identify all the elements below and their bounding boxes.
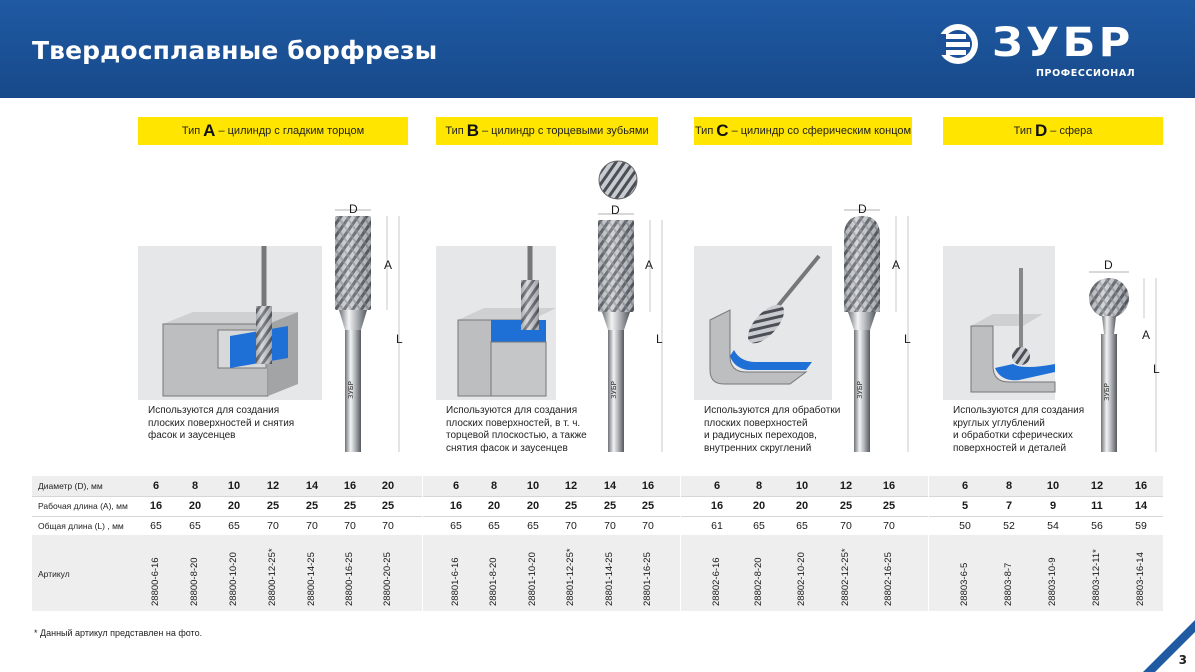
dimension-d-label: D (349, 202, 358, 216)
table-cell-diameter: 6 (152, 480, 160, 492)
type-d-description (953, 405, 1084, 455)
dimension-a-label: A (1142, 328, 1151, 342)
table-cell-total-length: 70 (344, 520, 356, 532)
table-cell-work-length: 25 (381, 500, 395, 512)
table-cell-work-length: 25 (839, 500, 853, 512)
table-cell-diameter: 14 (603, 480, 617, 492)
table-cell-total-length: 54 (1047, 520, 1059, 532)
description-line: Используются для создания (446, 405, 578, 416)
table-cell-work-length: 14 (1134, 500, 1148, 512)
dimension-l-label: L (656, 332, 663, 346)
table-cell-work-length: 20 (795, 500, 809, 512)
description-line: плоских поверхностей, в т. ч. (446, 417, 581, 429)
row-label-total-length: Общая длина (L) , мм (38, 521, 124, 531)
type-suffix: – сфера (1050, 125, 1093, 137)
table-cell-diameter: 8 (191, 480, 199, 492)
table-cell-work-length: 16 (149, 500, 163, 512)
table-cell-article: 28803-16-14 (1135, 552, 1146, 606)
page-number: 3 (1178, 653, 1187, 667)
table-cell-total-length: 65 (150, 520, 162, 532)
table-cell-article: 28800-6-16 (150, 557, 161, 606)
description-line: Используются для создания (953, 405, 1085, 416)
table-cell-work-length: 20 (487, 500, 501, 512)
table-cell-article: 28802-10-20 (796, 552, 807, 606)
dimension-l-label: L (396, 332, 403, 346)
table-cell-work-length: 11 (1091, 500, 1103, 512)
type-prefix: Тип (445, 125, 464, 137)
table-cell-work-length: 16 (710, 500, 724, 512)
type-b-workpiece-illustration (436, 246, 556, 400)
row-label-diameter: Диаметр (D), мм (38, 481, 103, 491)
table-cell-diameter: 6 (713, 480, 721, 492)
dimension-l-label: L (904, 332, 911, 346)
table-cell-total-length: 70 (267, 520, 279, 532)
type-suffix: – цилиндр со сферическим концом (731, 125, 912, 137)
table-cell-total-length: 70 (306, 520, 318, 532)
table-cell-diameter: 6 (961, 480, 969, 492)
table-cell-diameter: 16 (343, 480, 357, 492)
brand-name: ЗУБР (992, 20, 1134, 66)
type-b-bur-image (590, 160, 680, 462)
table-cell-article: 28800-12-25* (267, 548, 278, 606)
table-cell-diameter: 16 (882, 480, 896, 492)
table-cell-diameter: 16 (1134, 480, 1148, 492)
table-cell-article: 28802-12-25* (840, 548, 851, 606)
description-line: торцевой плоскостью, а также (446, 430, 587, 441)
table-cell-total-length: 61 (711, 520, 723, 532)
table-cell-work-length: 16 (449, 500, 463, 512)
table-cell-article: 28800-20-25 (382, 552, 393, 606)
type-c-bur-image (838, 200, 928, 462)
table-cell-diameter: 20 (381, 480, 395, 492)
description-line: и обработки сферических (953, 430, 1073, 441)
page-title: Твердосплавные борфрезы (32, 36, 438, 65)
description-line: круглых углублений (953, 417, 1045, 429)
table-cell-total-length: 70 (642, 520, 654, 532)
type-letter: B (466, 121, 479, 140)
description-line: плоских поверхностей (704, 417, 808, 429)
table-cell-total-length: 65 (527, 520, 539, 532)
table-cell-total-length: 65 (753, 520, 765, 532)
description-line: Используются для создания (148, 405, 280, 416)
table-cell-work-length: 25 (641, 500, 655, 512)
type-a-banner (138, 117, 408, 145)
table-cell-total-length: 50 (959, 520, 971, 532)
type-suffix: – цилиндр с торцевыми зубьями (482, 125, 649, 137)
dimension-a-label: A (645, 258, 654, 272)
description-line: поверхностей и деталей (953, 442, 1067, 454)
table-cell-diameter: 12 (564, 480, 578, 492)
type-d-banner (943, 117, 1163, 145)
type-d-workpiece-illustration (943, 246, 1055, 400)
description-line: внутренних скруглений (704, 442, 812, 454)
page-header (0, 0, 1195, 98)
table-cell-diameter: 10 (526, 480, 540, 492)
table-cell-article: 28803-6-5 (959, 562, 970, 606)
table-cell-total-length: 70 (883, 520, 895, 532)
table-cell-diameter: 12 (839, 480, 853, 492)
table-cell-diameter: 10 (795, 480, 809, 492)
description-line: фасок и заусенцев (148, 430, 236, 441)
table-cell-article: 28803-10-9 (1047, 557, 1058, 606)
type-d-bur-image (1080, 256, 1170, 462)
type-b-description (446, 405, 587, 455)
dimension-d-label: D (858, 202, 867, 216)
table-cell-diameter: 10 (227, 480, 241, 492)
table-cell-article: 28800-16-25 (344, 552, 355, 606)
description-line: снятия фасок и заусенцев (446, 442, 568, 454)
table-cell-article: 28802-8-20 (753, 557, 764, 606)
type-c-workpiece-illustration (694, 246, 832, 400)
type-prefix: Тип (1013, 125, 1032, 137)
svg-text:ЗУБР: ЗУБР (610, 381, 618, 399)
table-cell-article: 28801-10-20 (527, 552, 538, 606)
table-cell-total-length: 65 (796, 520, 808, 532)
type-prefix: Тип (694, 125, 714, 137)
row-label-article: Артикул (38, 569, 70, 579)
table-cell-work-length: 20 (188, 500, 202, 512)
type-b-banner (436, 117, 658, 145)
table-cell-article: 28803-8-7 (1003, 562, 1014, 606)
table-cell-article: 28801-16-25 (642, 552, 653, 606)
type-a-description (148, 405, 294, 443)
footnote: * Данный артикул представлен на фото. (34, 628, 203, 638)
svg-text:ЗУБР: ЗУБР (347, 381, 355, 399)
table-cell-work-length: 5 (961, 500, 969, 512)
table-cell-diameter: 10 (1046, 480, 1060, 492)
table-cell-article: 28801-14-25 (604, 552, 615, 606)
table-cell-total-length: 70 (604, 520, 616, 532)
table-cell-diameter: 12 (1090, 480, 1104, 492)
table-cell-total-length: 59 (1135, 520, 1147, 532)
dimension-d-label: D (1104, 258, 1113, 272)
table-cell-diameter: 16 (641, 480, 655, 492)
table-cell-work-length: 25 (266, 500, 280, 512)
table-row-article (32, 535, 1163, 611)
dimension-d-label: D (611, 203, 620, 217)
table-cell-article: 28801-8-20 (488, 557, 499, 606)
description-line: плоских поверхностей и снятия (148, 417, 295, 429)
table-cell-diameter: 6 (452, 480, 460, 492)
table-cell-total-length: 65 (189, 520, 201, 532)
type-suffix: – цилиндр с гладким торцом (218, 125, 365, 137)
svg-text:ЗУБР: ЗУБР (856, 381, 864, 399)
table-cell-article: 28802-6-16 (711, 557, 722, 606)
type-c-description (704, 405, 840, 455)
table-cell-diameter: 8 (1005, 480, 1013, 492)
table-cell-article: 28801-12-25* (565, 548, 576, 606)
table-cell-article: 28800-14-25 (306, 552, 317, 606)
table-cell-article: 28801-6-16 (450, 557, 461, 606)
table-cell-article: 28803-12-11* (1091, 549, 1102, 606)
table-cell-total-length: 65 (450, 520, 462, 532)
table-cell-diameter: 14 (305, 480, 319, 492)
table-cell-diameter: 12 (266, 480, 280, 492)
table-cell-total-length: 70 (840, 520, 852, 532)
table-cell-article: 28800-8-20 (189, 557, 200, 606)
type-prefix: Тип (181, 125, 201, 137)
dimension-a-label: A (892, 258, 901, 272)
table-cell-work-length: 7 (1005, 500, 1013, 512)
table-cell-work-length: 25 (564, 500, 578, 512)
table-cell-total-length: 70 (565, 520, 577, 532)
type-c-banner (694, 117, 912, 145)
table-cell-total-length: 70 (382, 520, 394, 532)
description-line: Используются для обработки (704, 405, 841, 416)
table-cell-diameter: 8 (755, 480, 763, 492)
table-cell-work-length: 9 (1049, 500, 1057, 512)
brand-subtitle: ПРОФЕССИОНАЛ (1036, 68, 1136, 79)
type-a-bur-image (325, 200, 415, 462)
description-line: и радиусных переходов, (704, 430, 817, 441)
table-cell-work-length: 25 (343, 500, 357, 512)
table-cell-work-length: 25 (603, 500, 617, 512)
dimension-a-label: A (384, 258, 393, 272)
table-cell-total-length: 65 (228, 520, 240, 532)
brand-logo (936, 22, 1168, 82)
table-cell-total-length: 52 (1003, 520, 1015, 532)
logo-emblem-icon (936, 22, 988, 66)
table-cell-work-length: 20 (526, 500, 540, 512)
type-letter: D (1034, 121, 1048, 140)
type-letter: A (203, 121, 216, 140)
table-cell-total-length: 65 (488, 520, 500, 532)
svg-text:ЗУБР: ЗУБР (1103, 383, 1111, 401)
dimension-l-label: L (1153, 362, 1160, 376)
table-cell-article: 28800-10-20 (228, 552, 239, 606)
table-cell-diameter: 8 (490, 480, 498, 492)
type-a-workpiece-illustration (138, 246, 322, 400)
table-cell-work-length: 25 (305, 500, 319, 512)
table-cell-work-length: 20 (752, 500, 766, 512)
table-cell-total-length: 56 (1091, 520, 1103, 532)
row-label-work-length: Рабочая длина (А), мм (38, 501, 128, 511)
table-cell-article: 28802-16-25 (883, 552, 894, 606)
type-letter: C (716, 121, 729, 140)
table-cell-work-length: 20 (227, 500, 241, 512)
table-cell-work-length: 25 (882, 500, 896, 512)
